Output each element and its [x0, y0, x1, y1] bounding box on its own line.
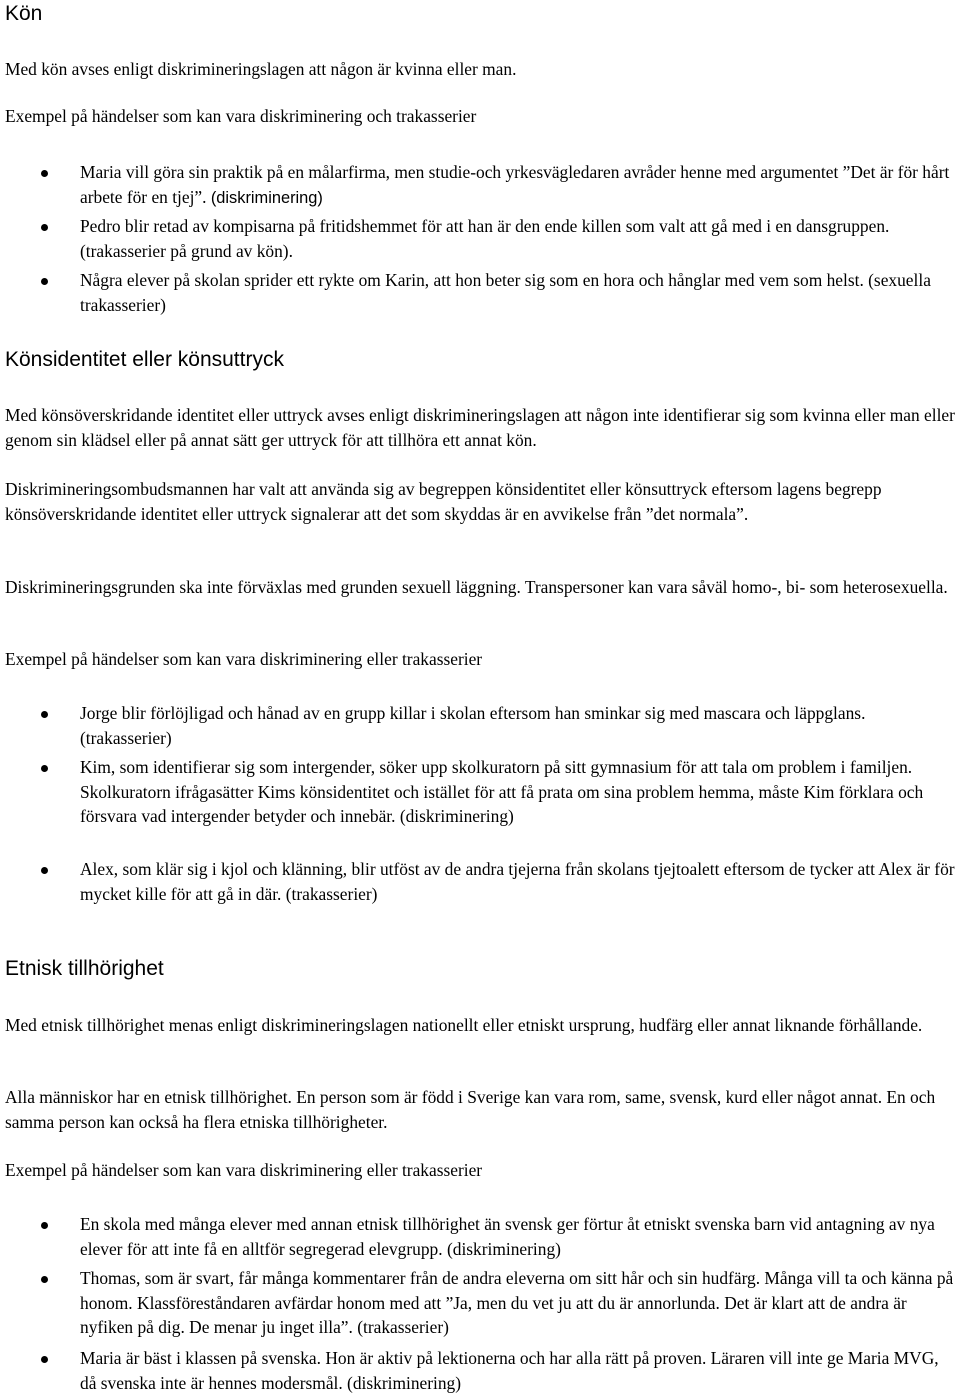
list-item-text: Maria är bäst i klassen på svenska. Hon är aktiv på lektionerna och har alla rätt på proven. Läraren vill inte ge Maria MVG, då svenska inte är hennes modersmål. (diskriminering) — [80, 1348, 939, 1393]
bullet-icon — [41, 711, 48, 718]
list-item-text-part: (sexuella trakasserier) — [80, 270, 931, 315]
bullet-icon — [41, 224, 48, 231]
konsidentitet-paragraph: Med könsöverskridande identitet eller uttryck avses enligt diskrimineringslagen att någon inte identifierar sig som kvinna eller man eller genom sin klädsel eller på annat sätt ger uttryck för att tillhöra ett annat kön. — [5, 405, 955, 450]
list-item-text: En skola med många elever med annan etnisk tillhörighet än svensk ger förtur åt etniskt svenska barn vid antagning av nya elever för att inte få en alltför segregerad elevgrupp. (diskriminering) — [80, 1214, 935, 1259]
kon-examples-heading: Exempel på händelser som kan vara diskriminering och trakasserier — [5, 106, 477, 126]
heading-etnisk: Etnisk tillhörighet — [5, 957, 164, 980]
list-item-text-part: Några elever på skolan sprider ett rykte om Karin, att hon beter sig som en hora och hånglar med vem som helst. — [80, 270, 869, 290]
konsidentitet-examples-heading: Exempel på händelser som kan vara diskriminering eller trakasserier — [5, 649, 483, 669]
bullet-icon — [41, 278, 48, 285]
list-item-text: Jorge blir förlöjligad och hånad av en grupp killar i skolan eftersom han sminkar sig med mascara och läppglans. (trakasserier) — [80, 703, 866, 748]
list-item-text: Pedro blir retad av kompisarna på fritidshemmet för att han är den ende killen som valt att gå med i en dansgruppen. (trakasserier på grund av kön). — [80, 216, 890, 261]
etnisk-paragraph: Med etnisk tillhörighet menas enligt diskrimineringslagen nationellt eller etniskt ursprung, hudfärg eller annat liknande förhållande. — [5, 1015, 923, 1035]
heading-konsidentitet: Könsidentitet eller könsuttryck — [5, 348, 284, 371]
bullet-icon — [41, 1356, 48, 1363]
list-item-text — [80, 160, 956, 210]
bullet-icon — [41, 170, 48, 177]
bullet-icon — [41, 867, 48, 874]
list-item-text: Kim, som identifierar sig som intergender, söker upp skolkuratorn på sitt gymnasium för att tala om problem i familjen. Skolkuratorn ifrågasätter Kims könsidentitet och istället för att få prata om sina problem hemma, måste Kim förklara och försvara vad intergender betyder och innebär. (diskriminering) — [80, 757, 924, 826]
heading-kon: Kön — [5, 2, 43, 25]
list-item-text — [80, 268, 956, 317]
list-item-text-part: Maria vill göra sin praktik på en målarfirma, men studie-och yrkesvägledaren avråder henne med argumentet ”Det är för hårt arbete för en tjej”. — [80, 162, 950, 207]
konsidentitet-paragraph: Diskrimineringsombudsmannen har valt att använda sig av begreppen könsidentitet eller könsuttryck eftersom lagens begrepp könsöverskridande identitet eller uttryck signalerar att det som skyddas är en avvikelse från ”det normala”. — [5, 479, 882, 524]
list-item-text: Alex, som klär sig i kjol och klänning, blir utföst av de andra tjejerna från skolans tjejtoalett eftersom de tycker att Alex är för mycket kille för att gå in där. (trakasserier) — [80, 859, 955, 904]
bullet-icon — [41, 1222, 48, 1229]
konsidentitet-paragraph: Diskrimineringsgrunden ska inte förväxlas med grunden sexuell läggning. Transpersoner kan vara såväl homo-, bi- som heterosexuella. — [5, 577, 948, 597]
bullet-icon — [41, 765, 48, 772]
list-item-text: Thomas, som är svart, får många kommentarer från de andra eleverna om sitt hår och sin hudfärg. Många vill ta och känna på honom. Klassföreståndaren avfärdar honom med att ”Ja, men du vet ju att du är annorlunda. Det är klart att de andra är nyfiken på dig. De menar ju inget illa”. (trakasserier) — [80, 1268, 954, 1337]
etnisk-paragraph: Alla människor har en etnisk tillhörighet. En person som är född i Sverige kan vara rom, same, svensk, kurd eller något annat. En och samma person kan också ha flera etniska tillhörigheter. — [5, 1087, 936, 1132]
list-item-text-part: (diskriminering) — [210, 188, 323, 207]
bullet-icon — [41, 1276, 48, 1283]
etnisk-examples-heading: Exempel på händelser som kan vara diskriminering eller trakasserier — [5, 1160, 483, 1180]
kon-definition: Med kön avses enligt diskrimineringslagen att någon är kvinna eller man. — [5, 59, 517, 79]
